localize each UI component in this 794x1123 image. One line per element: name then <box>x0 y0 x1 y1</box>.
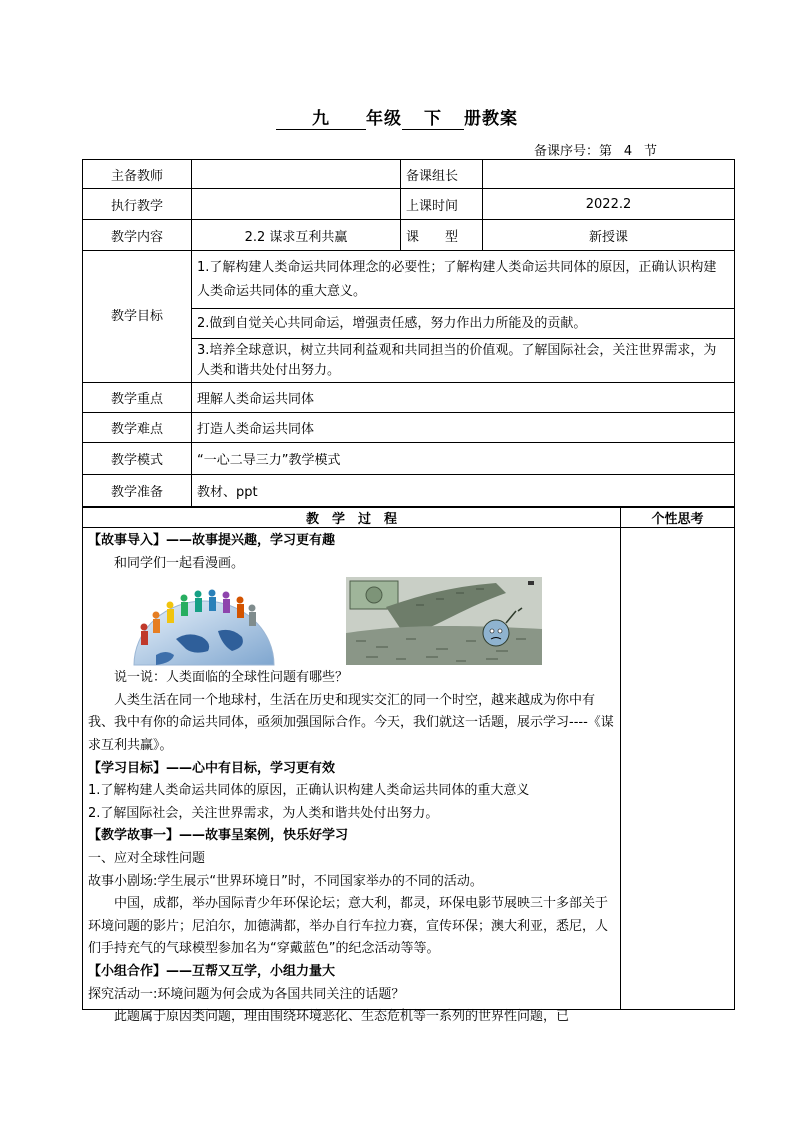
lesson-info-table <box>82 159 735 507</box>
content-label: 教学内容 <box>83 220 192 251</box>
section-title: 【故事导入】——故事提兴趣，学习更有趣 <box>88 533 336 548</box>
time-label: 上课时间 <box>401 189 483 220</box>
table-row <box>83 383 735 413</box>
type-label: 课 型 <box>401 220 483 251</box>
table-row <box>83 443 735 475</box>
table-row <box>83 220 735 251</box>
paragraph: 中国，成都，举办国际青少年环保论坛；意大利，都灵，环保电影节展映三十多部关于环境问题的影片；尼泊尔，加德满都，举办自行车拉力赛，宣传环保；澳大利亚，悉尼，人们手持充气的气球模型参加名为“穿戴蓝色”的纪念活动等等。 <box>88 896 609 957</box>
difficult-value: 打造人类命运共同体 <box>192 413 735 443</box>
goals-label: 教学目标 <box>83 251 192 383</box>
serial-label: 备课序号：第 <box>534 144 613 159</box>
paragraph: 和同学们一起看漫画。 <box>114 555 245 571</box>
teaching-process-table <box>82 507 735 1025</box>
volume-suffix: 册教案 <box>464 109 518 129</box>
section-title: 【小组合作】——互帮又互学，小组力量大 <box>88 963 336 979</box>
serial-value: 4 <box>612 144 644 160</box>
mode-value: “一心二导三力”教学模式 <box>192 443 735 475</box>
goal-item: 3.培养全球意识，树立共同利益观和共同担当的价值观。了解国际社会，关注世界需求，为人类和谐共处付出努力。 <box>192 339 735 383</box>
paragraph: 此题属于原因类问题，理由围绕环境恶化、生态危机等一系列的世界性问题，已 <box>114 1009 570 1025</box>
reflection-header: 个性思考 <box>621 508 735 528</box>
paragraph: 1.了解构建人类命运共同体的原因，正确认识构建人类命运共同体的重大意义 <box>88 783 530 799</box>
paragraph: 一、应对全球性问题 <box>88 850 206 866</box>
table-row <box>83 189 735 220</box>
type-value: 新授课 <box>483 220 735 251</box>
serial-number <box>534 140 657 160</box>
paragraph: 说一说：人类面临的全球性问题有哪些？ <box>114 670 349 686</box>
money-flood-cartoon <box>346 577 542 665</box>
section-title: 【教学故事一】——故事呈案例，快乐好学习 <box>88 828 349 844</box>
table-row <box>83 413 735 443</box>
prep-value: 教材、ppt <box>192 475 735 507</box>
difficult-label: 教学难点 <box>83 413 192 443</box>
table-row <box>83 160 735 189</box>
grade-suffix: 年级 <box>366 109 402 129</box>
key-value: 理解人类命运共同体 <box>192 383 735 413</box>
serial-suffix: 节 <box>644 144 658 159</box>
grade-value: 九 <box>276 104 366 130</box>
mode-label: 教学模式 <box>83 443 192 475</box>
globe-people-illustration <box>126 581 276 665</box>
paragraph: 2.了解国际社会，关注世界需求，为人类和谐共处付出努力。 <box>88 805 439 821</box>
leader-label: 备课组长 <box>401 160 483 189</box>
paragraph: 探究活动一:环境问题为何会成为各国共同关注的话题？ <box>88 986 405 1002</box>
section-title: 【学习目标】——心中有目标，学习更有效 <box>88 760 336 776</box>
exec-label: 执行教学 <box>83 189 192 220</box>
illustrations <box>88 575 616 667</box>
paragraph: 故事小剧场:学生展示“世界环境日”时，不同国家举办的不同的活动。 <box>88 873 483 889</box>
leader-value <box>483 160 735 189</box>
teacher-value <box>192 160 401 189</box>
key-label: 教学重点 <box>83 383 192 413</box>
exec-value <box>192 189 401 220</box>
process-header: 教 学 过 程 <box>83 508 621 528</box>
volume-value: 下 <box>402 104 464 130</box>
reflection-cell <box>621 528 735 1010</box>
paragraph: 人类生活在同一个地球村，生活在历史和现实交汇的同一个时空，越来越成为你中有我、我中有你的命运共同体，亟须加强国际合作。今天，我们就这一话题，展示学习----《谋求互利共赢》。 <box>88 692 614 753</box>
goal-item: 2.做到自觉关心共同命运，增强责任感，努力作出力所能及的贡献。 <box>192 309 735 339</box>
page-title <box>0 104 794 130</box>
content-value: 2.2 谋求互利共赢 <box>192 220 401 251</box>
process-content <box>83 528 621 1025</box>
prep-label: 教学准备 <box>83 475 192 507</box>
table-row <box>83 251 735 309</box>
time-value: 2022.2 <box>483 189 735 220</box>
goal-item: 1.了解构建人类命运共同体理念的必要性；了解构建人类命运共同体的原因，正确认识构建人类命运共同体的重大意义。 <box>192 251 735 309</box>
teacher-label: 主备教师 <box>83 160 192 189</box>
table-row <box>83 475 735 507</box>
table-row <box>83 508 735 528</box>
table-row <box>83 528 735 1010</box>
